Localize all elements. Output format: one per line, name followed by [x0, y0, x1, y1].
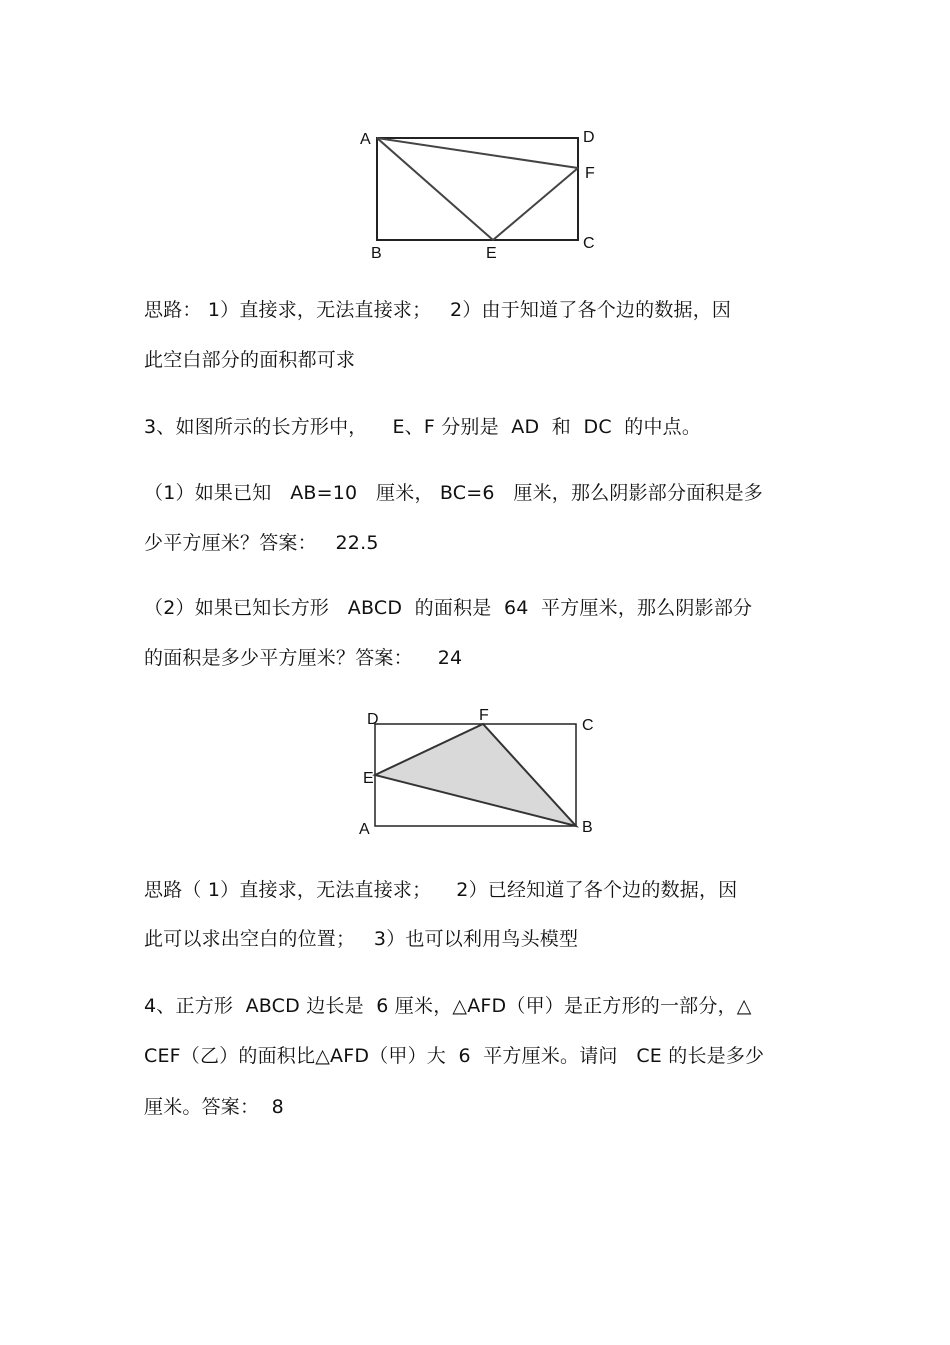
- figure-1-svg: [355, 120, 605, 265]
- segment-ef: [493, 168, 578, 240]
- label-e: E: [486, 245, 497, 262]
- label-a: A: [360, 131, 371, 148]
- problem-3-q1-line-2: 少平方厘米？答案： 22.5: [144, 532, 379, 554]
- hint-1-line-2: 此空白部分的面积都可求: [144, 349, 356, 371]
- hint-2-line-1: 思路（ 1）直接求，无法直接求； 2）已经知道了各个边的数据，因: [144, 879, 738, 901]
- problem-4-line-1: 4、正方形 ABCD 边长是 6 厘米，△AFD（甲）是正方形的一部分，△: [144, 995, 752, 1017]
- label-f: F: [479, 707, 489, 724]
- label-e: E: [363, 770, 374, 787]
- figure-rectangle-abcd-2: [355, 703, 605, 843]
- problem-3-q2-line-2: 的面积是多少平方厘米？答案： 24: [144, 647, 463, 669]
- label-d: D: [583, 129, 595, 146]
- problem-4-line-2: CEF（乙）的面积比△AFD（甲）大 6 平方厘米。请问 CE 的长是多少: [144, 1045, 765, 1067]
- label-b: B: [582, 819, 593, 836]
- label-d: D: [367, 711, 379, 728]
- label-f: F: [585, 165, 595, 182]
- figure-rectangle-abcd-1: [355, 120, 605, 265]
- problem-3-statement: 3、如图所示的长方形中， E、F 分别是 AD 和 DC 的中点。: [144, 416, 702, 438]
- problem-4-line-3: 厘米。答案： 8: [144, 1096, 284, 1118]
- shaded-triangle-efb: [375, 724, 576, 826]
- figure-2-svg: [355, 703, 605, 843]
- label-c: C: [583, 235, 595, 252]
- label-c: C: [582, 717, 594, 734]
- label-a: A: [359, 821, 370, 838]
- hint-1-line-1: 思路： 1）直接求，无法直接求； 2）由于知道了各个边的数据，因: [144, 299, 732, 321]
- problem-3-q2-line-1: （2）如果已知长方形 ABCD 的面积是 64 平方厘米，那么阴影部分: [144, 597, 753, 619]
- hint-2-line-2: 此可以求出空白的位置； 3）也可以利用鸟头模型: [144, 928, 579, 950]
- label-b: B: [371, 245, 382, 262]
- problem-3-q1-line-1: （1）如果已知 AB=10 厘米， BC=6 厘米，那么阴影部分面积是多: [144, 482, 763, 504]
